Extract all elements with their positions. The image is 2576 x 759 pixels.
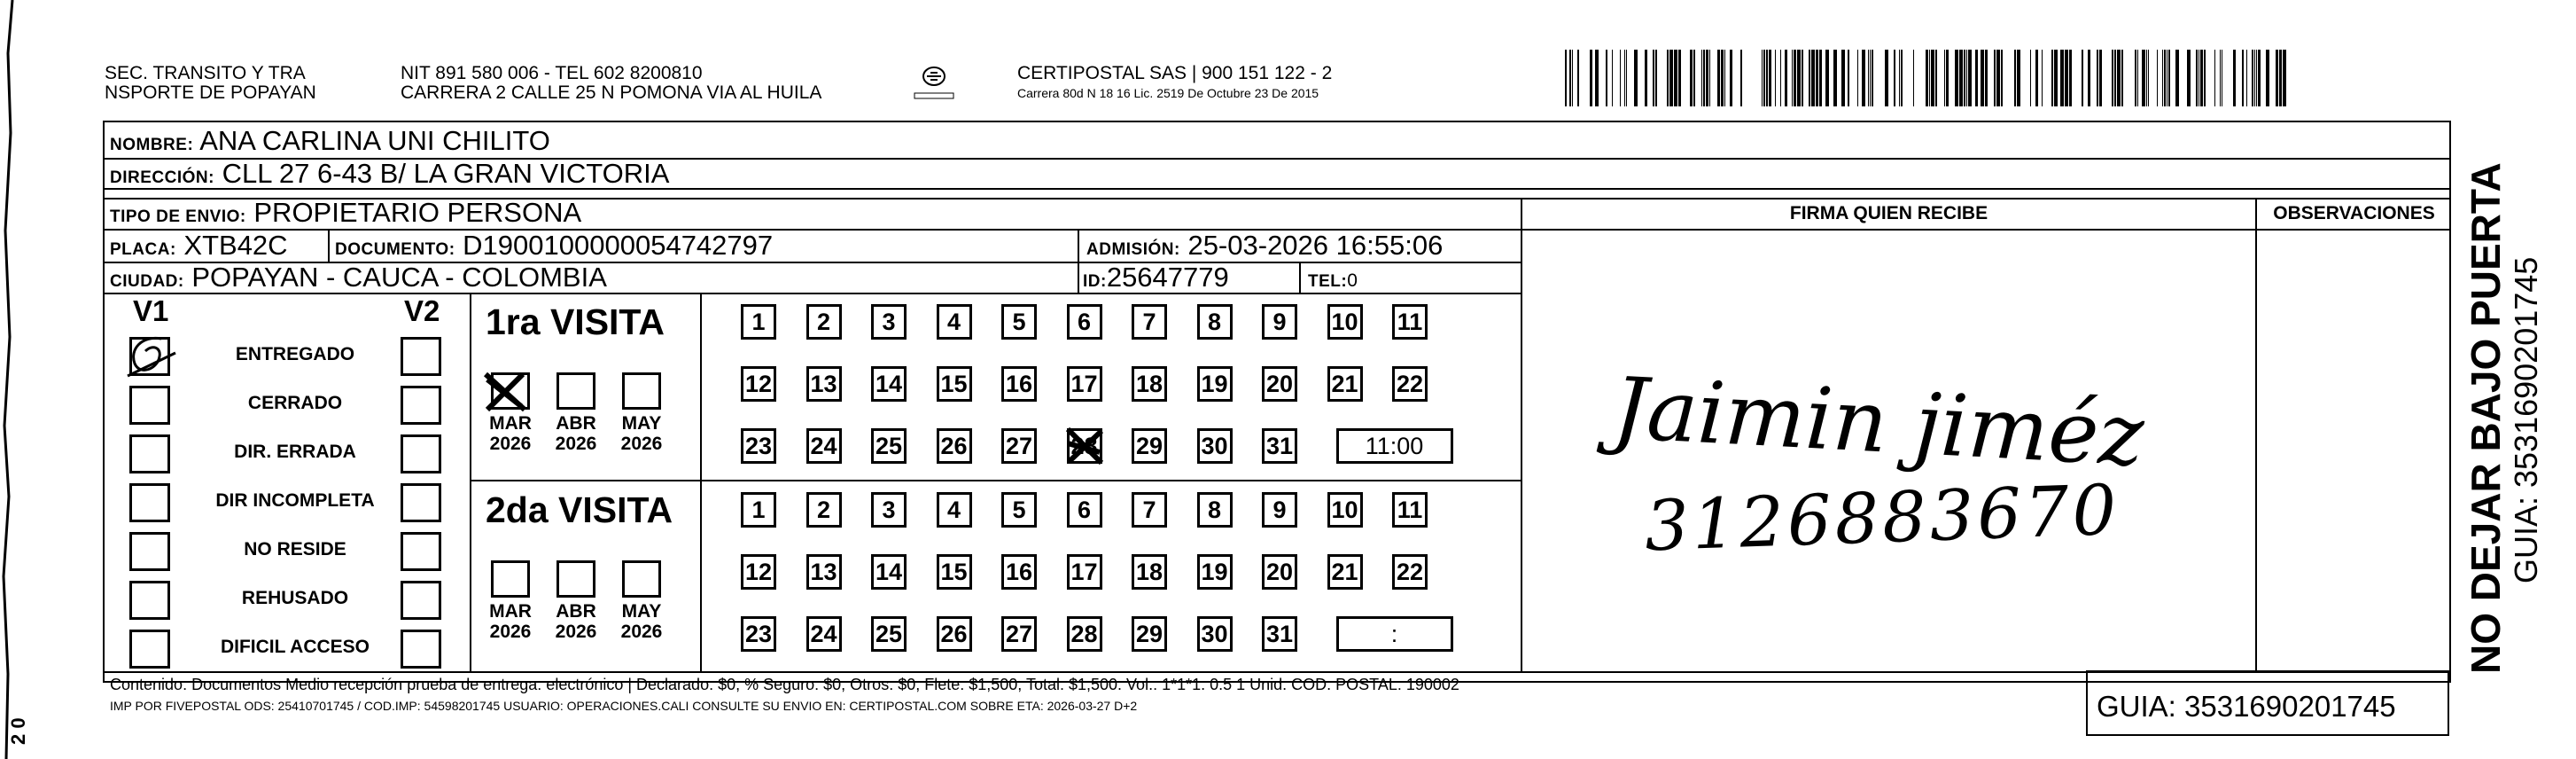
day-box[interactable]: 1 [741, 492, 776, 528]
day-box[interactable]: 29 [1132, 428, 1167, 464]
documento-field: DOCUMENTO: D1900100000054742797 [335, 230, 774, 261]
v2-checkbox[interactable] [401, 483, 441, 522]
day-box[interactable]: 31 [1262, 428, 1297, 464]
status-label: NO RESIDE [244, 539, 346, 559]
day-box[interactable]: 1 [741, 304, 776, 340]
day-box[interactable]: 20 [1262, 366, 1297, 402]
sender-info: NIT 891 580 006 - TEL 602 8200810 CARRERA 2 CALLE 25 N POMONA VIA AL HUILA [401, 63, 822, 103]
day-box[interactable]: 9 [1262, 304, 1297, 340]
signature-phone: 3126883670 [1643, 470, 2121, 567]
day-box[interactable]: 28 [1067, 616, 1102, 652]
day-box[interactable]: 2 [806, 492, 842, 528]
entregado-check-mark [124, 333, 179, 381]
status-label: REHUSADO [241, 588, 349, 608]
month-label: MAY 2026 [620, 601, 663, 642]
footer-contenido: Contenido: Documentos Medio recepción prueba de entrega: electrónico | Declarado: $0, % Seguro: $0, Otros: $0, Flete: $1,500, Total: $1,500. Vol.: 1*1*1. 0.5 1 Unid. COD. POSTAL: 190002 [110, 676, 1459, 693]
v2-checkbox[interactable] [401, 434, 441, 473]
day-box[interactable]: 21 [1327, 554, 1363, 590]
visita2-title: 2da VISITA [486, 489, 673, 530]
day-box[interactable]: 26 [937, 428, 972, 464]
day-box[interactable]: 19 [1197, 554, 1233, 590]
day-box[interactable]: 27 [1001, 616, 1037, 652]
day-box[interactable]: 4 [937, 492, 972, 528]
v2-checkbox[interactable] [401, 386, 441, 425]
day-box[interactable]: 25 [871, 428, 907, 464]
day-box[interactable]: 16 [1001, 366, 1037, 402]
v2-checkbox[interactable] [401, 337, 441, 376]
day-box[interactable]: 28 [1067, 428, 1102, 464]
v1-checkbox[interactable] [129, 630, 170, 669]
courier-info: CERTIPOSTAL SAS | 900 151 122 - 2 Carrera 80d N 18 16 Lic. 2519 De Octubre 23 De 2015 [1017, 63, 1333, 100]
day-box[interactable]: 30 [1197, 616, 1233, 652]
day-box[interactable]: 24 [806, 616, 842, 652]
firma-header: FIRMA QUIEN RECIBE [1789, 203, 1988, 223]
v1-checkbox[interactable] [129, 532, 170, 571]
day-box[interactable]: 8 [1197, 304, 1233, 340]
day-box[interactable]: 19 [1197, 366, 1233, 402]
footer-imp: IMP POR FIVEPOSTAL ODS: 25410701745 / COD.IMP: 54598201745 USUARIO: OPERACIONES.CALI CONSULTE SU ENVIO EN: CERTIPOSTAL.COM SOBRE ETA: 2026-03-27 D+2 [110, 699, 1138, 713]
day-box[interactable]: 31 [1262, 616, 1297, 652]
day-box[interactable]: 17 [1067, 554, 1102, 590]
month-checkbox[interactable] [556, 372, 595, 410]
certipostal-logo [911, 64, 957, 103]
time-box[interactable]: 11:00 [1336, 428, 1453, 464]
status-label: CERRADO [247, 393, 343, 413]
month-label: MAR 2026 [489, 413, 532, 454]
footer-guia: GUIA: 3531690201745 [2097, 690, 2396, 723]
day-box[interactable]: 21 [1327, 366, 1363, 402]
day-box[interactable]: 25 [871, 616, 907, 652]
day-box[interactable]: 13 [806, 366, 842, 402]
month-label: MAR 2026 [489, 601, 532, 642]
day-box[interactable]: 26 [937, 616, 972, 652]
nombre-field: NOMBRE: ANA CARLINA UNI CHILITO [110, 125, 550, 156]
month-checkbox[interactable] [622, 560, 661, 598]
day-box[interactable]: 30 [1197, 428, 1233, 464]
day-box[interactable]: 3 [871, 492, 907, 528]
status-label: DIR. ERRADA [234, 442, 356, 462]
status-label: DIR INCOMPLETA [215, 490, 375, 511]
day-box[interactable]: 24 [806, 428, 842, 464]
side-warning: NO DEJAR BAJO PUERTA [2463, 162, 2509, 674]
month-label: ABR 2026 [555, 413, 597, 454]
v2-header: V2 [404, 294, 440, 327]
day-box[interactable]: 27 [1001, 428, 1037, 464]
status-label: DIFICIL ACCESO [220, 637, 370, 657]
tel-field: TEL:0 [1308, 270, 1358, 291]
day-box[interactable]: 15 [937, 554, 972, 590]
day-box[interactable]: 10 [1327, 304, 1363, 340]
day-box[interactable]: 16 [1001, 554, 1037, 590]
v1-header: V1 [133, 294, 169, 327]
day-box[interactable]: 22 [1392, 554, 1428, 590]
ciudad-field: CIUDAD: POPAYAN - CAUCA - COLOMBIA [110, 262, 607, 293]
observaciones-header: OBSERVACIONES [2273, 203, 2435, 223]
signature-name: Jaimin jiméz [1610, 358, 2146, 486]
day-box[interactable]: 15 [937, 366, 972, 402]
mar-check-mark [482, 371, 528, 413]
day-box[interactable]: 14 [871, 366, 907, 402]
day-box[interactable]: 10 [1327, 492, 1363, 528]
direccion-field: DIRECCIÓN: CLL 27 6-43 B/ LA GRAN VICTORIA [110, 158, 670, 189]
v1-checkbox[interactable] [129, 581, 170, 620]
id-field: ID:25647779 [1083, 262, 1229, 293]
day-box[interactable]: 23 [741, 616, 776, 652]
day-box[interactable]: 22 [1392, 366, 1428, 402]
day-box[interactable]: 6 [1067, 492, 1102, 528]
month-checkbox[interactable] [556, 560, 595, 598]
v1-checkbox[interactable] [129, 483, 170, 522]
day-box[interactable]: 11 [1392, 492, 1428, 528]
tipo-envio-field: TIPO DE ENVIO: PROPIETARIO PERSONA [110, 197, 582, 228]
day-box[interactable]: 12 [741, 554, 776, 590]
day-box[interactable]: 12 [741, 366, 776, 402]
day-box[interactable]: 13 [806, 554, 842, 590]
day-check-mark [1064, 426, 1105, 466]
day-box[interactable]: 18 [1132, 554, 1167, 590]
v1-checkbox[interactable] [129, 386, 170, 425]
day-box[interactable]: 11 [1392, 304, 1428, 340]
barcode [1565, 50, 2297, 106]
day-box[interactable]: 7 [1132, 304, 1167, 340]
v2-checkbox[interactable] [401, 532, 441, 571]
v2-checkbox[interactable] [401, 581, 441, 620]
status-label: ENTREGADO [235, 344, 355, 364]
day-box[interactable]: 23 [741, 428, 776, 464]
edge-mark: 2 0 [7, 717, 29, 745]
day-box[interactable]: 9 [1262, 492, 1297, 528]
visita1-title: 1ra VISITA [486, 301, 665, 342]
time-box[interactable]: : [1336, 616, 1453, 652]
day-box[interactable]: 2 [806, 304, 842, 340]
sender-name: SEC. TRANSITO Y TRA NSPORTE DE POPAYAN [105, 63, 316, 103]
month-checkbox[interactable] [622, 372, 661, 410]
day-box[interactable]: 17 [1067, 366, 1102, 402]
month-label: MAY 2026 [620, 413, 663, 454]
day-box[interactable]: 18 [1132, 366, 1167, 402]
day-box[interactable]: 5 [1001, 304, 1037, 340]
day-box[interactable]: 6 [1067, 304, 1102, 340]
day-box[interactable]: 3 [871, 304, 907, 340]
day-box[interactable]: 8 [1197, 492, 1233, 528]
day-box[interactable]: 7 [1132, 492, 1167, 528]
month-checkbox[interactable] [491, 560, 530, 598]
admision-field: ADMISIÓN: 25-03-2026 16:55:06 [1086, 230, 1444, 261]
v1-checkbox[interactable] [129, 434, 170, 473]
v2-checkbox[interactable] [401, 630, 441, 669]
day-box[interactable]: 14 [871, 554, 907, 590]
day-box[interactable]: 5 [1001, 492, 1037, 528]
day-box[interactable]: 29 [1132, 616, 1167, 652]
day-box[interactable]: 20 [1262, 554, 1297, 590]
day-box[interactable]: 4 [937, 304, 972, 340]
side-guia: GUIA: 3531690201745 [2508, 256, 2544, 583]
placa-field: PLACA: XTB42C [110, 230, 288, 261]
month-label: ABR 2026 [555, 601, 597, 642]
torn-edge [0, 0, 18, 759]
